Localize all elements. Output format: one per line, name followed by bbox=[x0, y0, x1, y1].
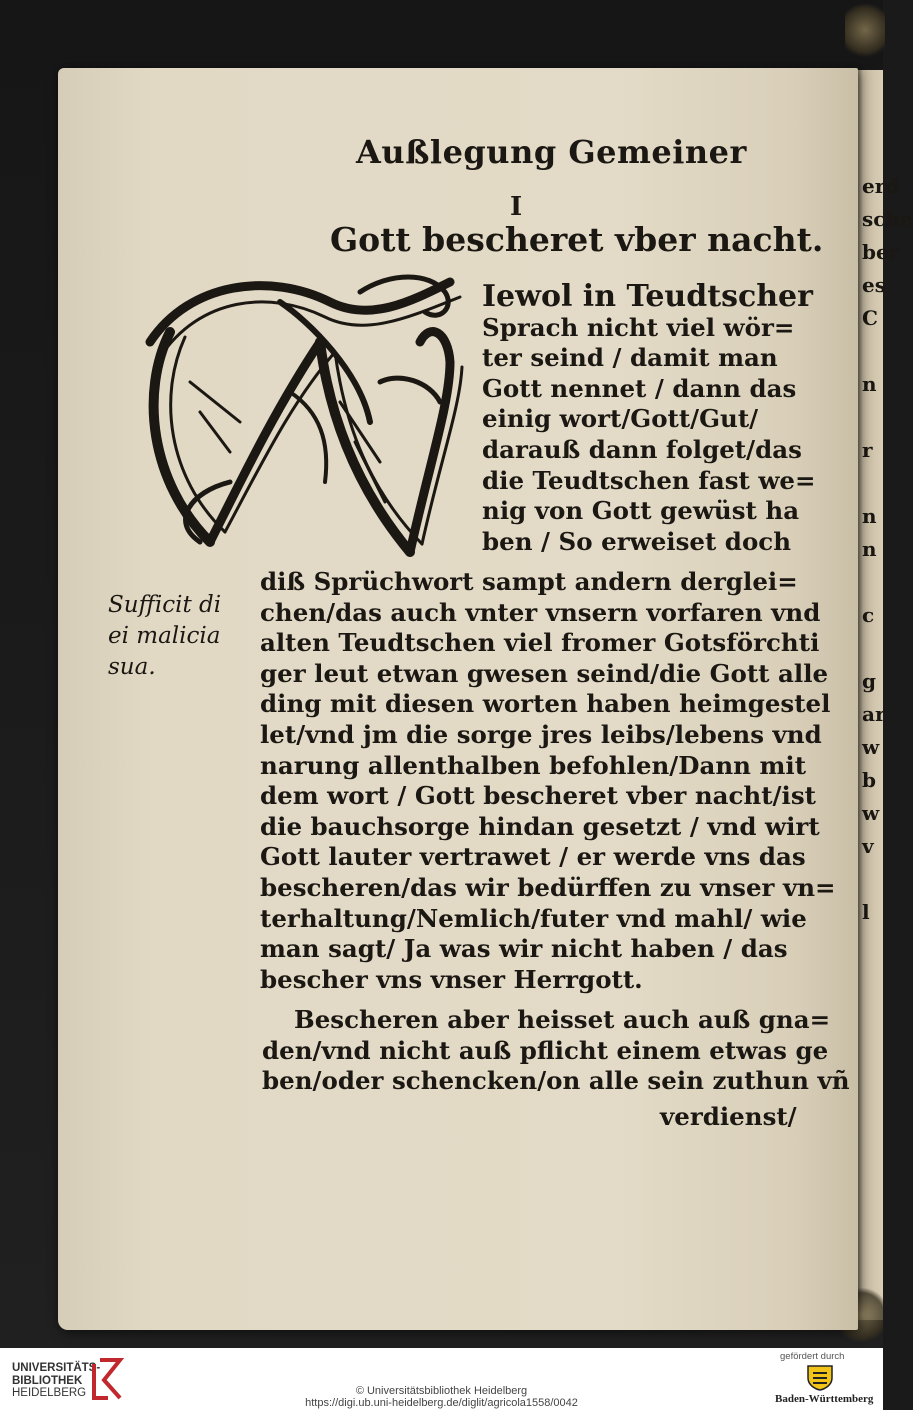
text-line: die Teudtschen fast we= bbox=[482, 465, 816, 495]
chapter-numeral: I bbox=[510, 192, 523, 222]
library-line: BIBLIOTHEK bbox=[12, 1374, 83, 1387]
facing-page-text: erd sche ber es C n r n n c g ar w b w v l bbox=[862, 174, 913, 924]
text-line: ger leut etwan gwesen seind/die Gott alle bbox=[260, 658, 829, 688]
text-line: den/vnd nicht auß pflicht einem etwas ge bbox=[262, 1035, 829, 1065]
text-line: einig wort/Gott/Gut/ bbox=[482, 404, 759, 434]
text-line: ter seind / damit man bbox=[482, 343, 778, 373]
state-coat-of-arms-icon[interactable] bbox=[805, 1363, 835, 1391]
viewer-footer bbox=[0, 1348, 883, 1410]
permalink-url[interactable]: https://digi.ub.uni-heidelberg.de/diglit/agricola1558/0042 bbox=[305, 1397, 578, 1409]
marginal-note bbox=[108, 590, 258, 683]
main-paragraph bbox=[260, 567, 836, 995]
second-paragraph bbox=[262, 1005, 850, 1097]
text-line: man sagt/ Ja was wir nicht haben / das bbox=[260, 934, 788, 964]
text-line: ding mit diesen worten haben heimgestel bbox=[260, 689, 831, 719]
text-line: bescher vns vnser Herrgott. bbox=[260, 964, 643, 994]
text-line: darauß dann folget/das bbox=[482, 434, 802, 464]
text-line: let/vnd jm die sorge jres leibs/lebens vnd bbox=[260, 719, 822, 749]
text-line: alten Teudtschen viel fromer Gotsförchti bbox=[260, 628, 820, 658]
text-line: chen/das auch vnter vnsern vorfaren vnd bbox=[260, 597, 821, 627]
margin-line: ei malicia bbox=[108, 623, 221, 649]
library-line: UNIVERSITÄTS- bbox=[12, 1362, 101, 1374]
library-line: HEIDELBERG bbox=[12, 1387, 87, 1399]
margin-line: sua. bbox=[108, 654, 156, 680]
text-line: ben/oder schencken/on alle sein zuthun vñ bbox=[262, 1066, 850, 1096]
text-line: Sprach nicht viel wör= bbox=[482, 312, 795, 342]
binding-ornament-top bbox=[845, 0, 885, 60]
text-line: Gott lauter vertrawet / er werde vns das bbox=[260, 842, 806, 872]
text-line: diß Sprüchwort sampt andern derglei= bbox=[260, 567, 798, 596]
funded-by-label: gefördert durch bbox=[780, 1351, 845, 1362]
text-line: Bescheren aber heisset auch auß gna= bbox=[294, 1005, 831, 1034]
proverb-heading: Gott bescheret vber nacht. bbox=[330, 220, 824, 259]
opening-lines bbox=[482, 279, 816, 557]
text-line: Iewol in Teudtscher bbox=[482, 279, 813, 314]
decorated-initial-w-icon bbox=[130, 262, 475, 572]
text-line: nig von Gott gewüst ha bbox=[482, 496, 800, 526]
state-name: Baden-Württemberg bbox=[775, 1393, 874, 1405]
text-line: Gott nennet / dann das bbox=[482, 373, 797, 403]
text-line: narung allenthalben befohlen/Dann mit bbox=[260, 750, 807, 780]
text-line: dem wort / Gott bescheret vber nacht/ist bbox=[260, 781, 816, 811]
running-title: Außlegung Gemeiner bbox=[356, 133, 747, 171]
text-line: ben / So erweiset doch bbox=[482, 526, 792, 556]
margin-line: Sufficit di bbox=[108, 592, 222, 618]
catchword: verdienst/ bbox=[660, 1102, 797, 1131]
copyright-notice: © Universitätsbibliothek Heidelberg bbox=[355, 1385, 528, 1397]
text-line: terhaltung/Nemlich/futer vnd mahl/ wie bbox=[260, 903, 807, 933]
text-line: bescheren/das wir bedürffen zu vnser vn= bbox=[260, 872, 836, 902]
text-line: die bauchsorge hindan gesetzt / vnd wirt bbox=[260, 811, 820, 841]
